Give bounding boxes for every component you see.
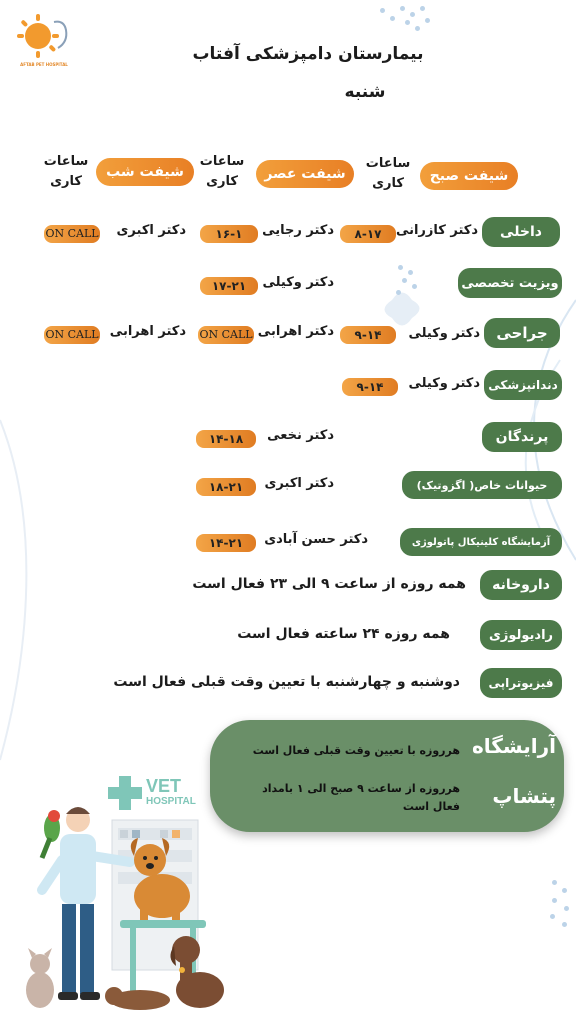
dept-birds: پرندگان xyxy=(482,422,562,452)
physio-info: دوشنبه و چهارشنبه با تعیین وقت قبلی فعال است xyxy=(113,674,460,690)
surgery-night-doctor: دکتر اهرابی xyxy=(109,324,186,339)
exotic-hours: ۱۸-۲۱ xyxy=(196,478,256,496)
internal-morning-hours: ۸-۱۷ xyxy=(340,225,396,243)
radiology-info: همه روزه ۲۴ ساعته فعال است xyxy=(237,626,450,642)
dentistry-hours: ۹-۱۴ xyxy=(342,378,398,396)
dept-dentistry: دندانپزشکی xyxy=(484,370,562,400)
internal-morning-doctor: دکتر کازرانی xyxy=(395,223,478,238)
specialist-doctor: دکتر وکیلی xyxy=(262,275,334,290)
hours-label-morning: ساعات کاری xyxy=(365,156,411,191)
internal-afternoon-hours: ۱۶-۱ xyxy=(200,225,258,243)
birds-doctor: دکتر نخعی xyxy=(267,428,334,443)
dept-lab: آزمایشگاه کلینیکال پاتولوژی xyxy=(400,528,562,556)
vet-sign-line2: HOSPITAL xyxy=(146,796,196,807)
dept-surgery: جراحی xyxy=(484,318,560,348)
logo-caption: AFTAB PET HOSPITAL xyxy=(20,62,68,67)
surgery-afternoon-doctor: دکتر اهرابی xyxy=(257,324,334,339)
dentistry-doctor: دکتر وکیلی xyxy=(408,376,480,391)
surgery-morning-hours: ۹-۱۴ xyxy=(340,326,396,344)
pharmacy-info: همه روزه از ساعت ۹ الی ۲۳ فعال است xyxy=(192,576,466,592)
internal-night-doctor: دکتر اکبری xyxy=(116,223,186,238)
vet-clinic-illustration xyxy=(0,800,260,1024)
shift-afternoon-header: شیفت عصر xyxy=(256,160,354,188)
internal-afternoon-doctor: دکتر رجایی xyxy=(262,223,334,238)
page-title: بیمارستان دامپزشکی آفتاب xyxy=(192,44,424,64)
dept-exotic: حیوانات خاص( اگزوتیک) xyxy=(402,471,562,499)
surgery-afternoon-status: ON CALL xyxy=(198,326,254,344)
vet-sign-line1: VET xyxy=(146,776,182,796)
dept-specialist: ویزیت تخصصی xyxy=(458,268,562,298)
shift-night-header: شیفت شب xyxy=(96,158,194,186)
dept-physio: فیزیوتراپی xyxy=(480,668,562,698)
surgery-night-status: ON CALL xyxy=(44,326,100,344)
grooming-title: آرایشگاه xyxy=(471,734,556,758)
lab-hours: ۱۴-۲۱ xyxy=(196,534,256,552)
logo xyxy=(14,12,74,74)
lab-doctor: دکتر حسن آبادی xyxy=(264,532,368,547)
grooming-info: هرروزه با تعیین وقت قبلی فعال است xyxy=(252,744,460,757)
internal-night-status: ON CALL xyxy=(44,225,100,243)
exotic-doctor: دکتر اکبری xyxy=(264,476,334,491)
shift-morning-header: شیفت صبح xyxy=(420,162,518,190)
dept-pharmacy: داروخانه xyxy=(480,570,562,600)
hours-label-night: ساعات کاری xyxy=(43,154,89,189)
petshop-title: پتشاپ xyxy=(492,784,556,808)
dept-internal: داخلی xyxy=(482,217,560,247)
hours-label-afternoon: ساعات کاری xyxy=(199,154,245,189)
sun-paw-icon xyxy=(14,12,74,58)
specialist-hours: ۱۷-۲۱ xyxy=(200,277,258,295)
surgery-morning-doctor: دکتر وکیلی xyxy=(408,326,480,341)
birds-hours: ۱۴-۱۸ xyxy=(196,430,256,448)
day-title: شنبه xyxy=(344,82,386,102)
dept-radiology: رادیولوژی xyxy=(480,620,562,650)
petshop-info: هرروزه از ساعت ۹ صبح الی ۱ بامداد فعال است xyxy=(262,782,460,813)
